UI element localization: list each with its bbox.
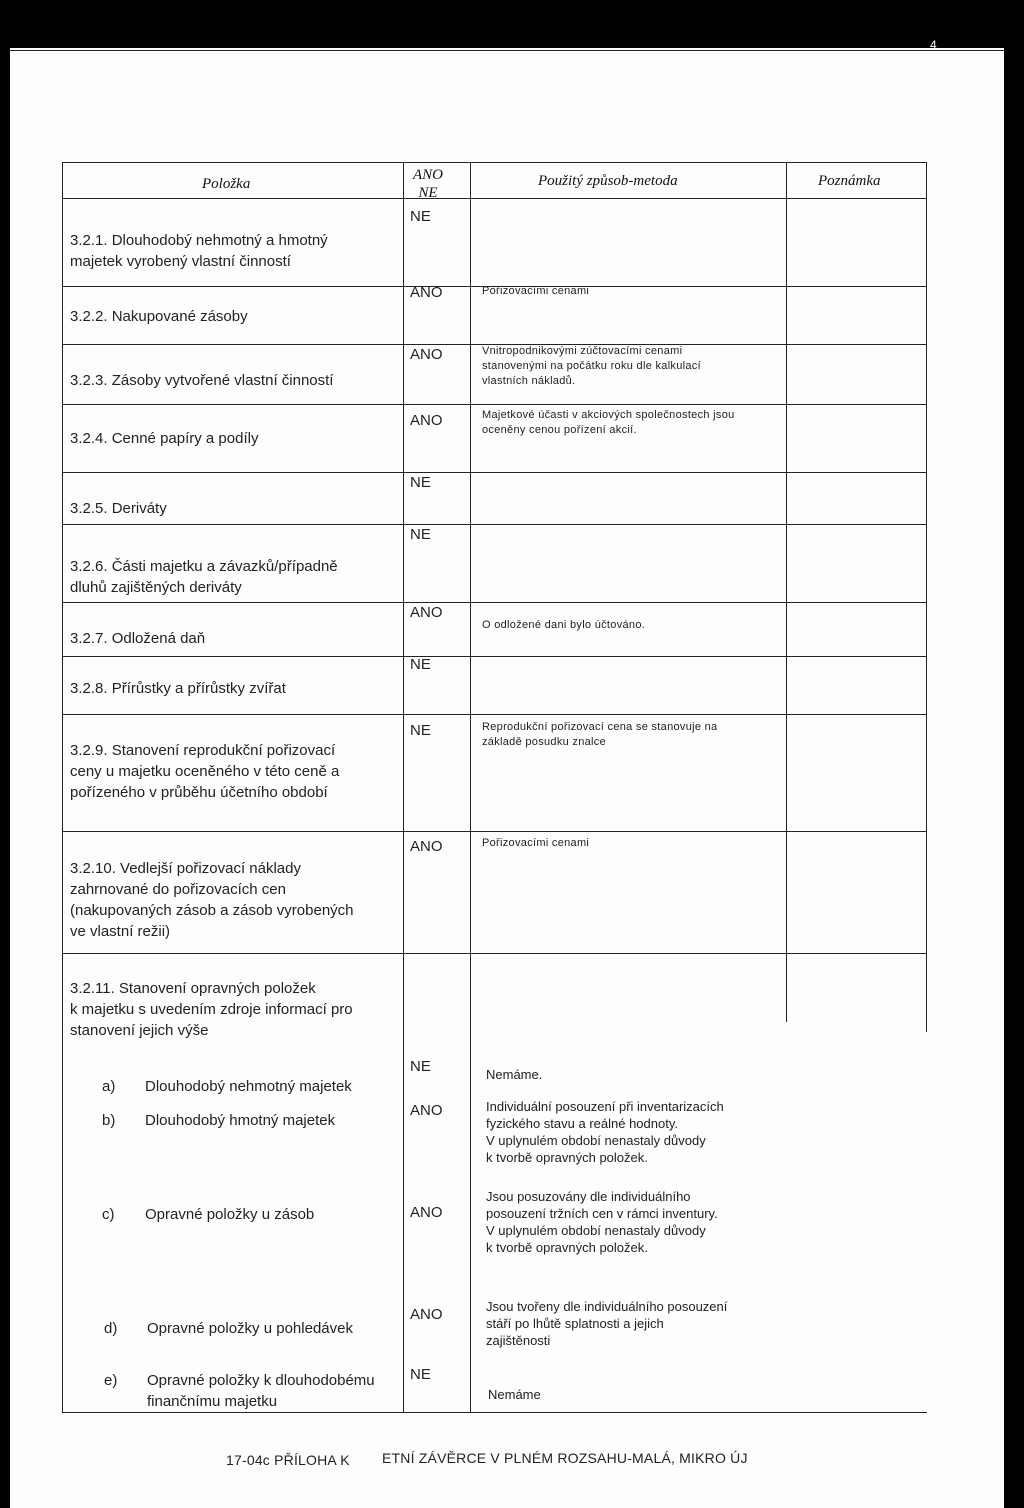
row-answer: ANO (410, 412, 443, 429)
row-method: Pořizovacími cenami (482, 837, 590, 849)
subrow-answer: NE (410, 1366, 431, 1383)
table-left-border (62, 162, 63, 1412)
row-answer: NE (410, 722, 431, 739)
row-label: 3.2.10. Vedlejší pořizovací náklady zahrnované do pořizovacích cen (nakupovaných zásob a zásob vyrobených ve vlastní režii) (70, 860, 354, 940)
table-top-border (62, 162, 927, 163)
header-note: Poznámka (818, 173, 881, 189)
row-label: 3.2.2. Nakupované zásoby (70, 308, 248, 325)
row-answer: NE (410, 656, 431, 673)
row-answer: ANO (410, 604, 443, 621)
row-divider (62, 656, 927, 657)
page-number: 4 (930, 38, 937, 52)
row-answer: ANO (410, 346, 443, 363)
header-yesno: ANO NE (413, 167, 443, 201)
row-label: 3.2.8. Přírůstky a přírůstky zvířat (70, 680, 286, 697)
subrow-label: Opravné položky k dlouhodobému finančnímu majetku (147, 1372, 375, 1410)
subrow-letter: b) (102, 1112, 116, 1129)
subrow-method: Individuální posouzení při inventarizacích fyzického stavu a reálné hodnoty. V uplynulém období nenastaly důvody k tvorbě opravných položek. (486, 1099, 724, 1165)
document-page (10, 38, 1004, 1508)
subrow-letter: a) (102, 1078, 116, 1095)
col-divider-1 (403, 162, 404, 1412)
subrow-letter: c) (102, 1206, 115, 1223)
top-rule (10, 50, 1004, 51)
row-answer: NE (410, 208, 431, 225)
header-method: Použitý způsob-metoda (538, 173, 678, 189)
subrow-label: Opravné položky u pohledávek (147, 1320, 353, 1337)
row-method: Vnitropodnikovými zúčtovacími cenami stanovenými na počátku roku dle kalkulací vlastních nákladů. (482, 345, 701, 387)
subrow-answer: ANO (410, 1204, 443, 1221)
row-label: 3.2.1. Dlouhodobý nehmotný a hmotný majetek vyrobený vlastní činností (70, 232, 328, 270)
row-method: Pořizovacími cenami (482, 285, 590, 297)
subrow-answer: ANO (410, 1306, 443, 1323)
subrow-method: Jsou posuzovány dle individuálního posouzení tržních cen v rámci inventury. V uplynulém období nenastaly důvody k tvorbě opravných položek. (486, 1189, 718, 1255)
row-label: 3.2.6. Části majetku a závazků/případně dluhů zajištěných deriváty (70, 558, 338, 596)
row-label: 3.2.9. Stanovení reprodukční pořizovací ceny u majetku oceněného v této ceně a pořízeného v průběhu účetního období (70, 742, 340, 801)
row-label: 3.2.11. Stanovení opravných položek k majetku s uvedením zdroje informací pro stanovení jejich výše (70, 980, 353, 1039)
row-method: O odložené dani bylo účtováno. (482, 619, 646, 631)
row-label: 3.2.5. Deriváty (70, 500, 167, 517)
subrow-letter: e) (104, 1372, 118, 1389)
row-divider (62, 524, 927, 525)
subrow-letter: d) (104, 1320, 118, 1337)
subrow-method: Nemáme (488, 1387, 541, 1402)
subrow-answer: ANO (410, 1102, 443, 1119)
row-label: 3.2.7. Odložená daň (70, 630, 206, 647)
footer-left-text: 17-04c PŘÍLOHA K (226, 1452, 350, 1468)
col-divider-2 (470, 162, 471, 1412)
row-divider (62, 472, 927, 473)
subrow-method: Jsou tvořeny dle individuálního posouzení stáří po lhůtě splatnosti a jejich zajištěnosti (486, 1299, 728, 1348)
row-answer: ANO (410, 838, 443, 855)
row-label: 3.2.4. Cenné papíry a podíly (70, 430, 259, 447)
subrow-label: Dlouhodobý hmotný majetek (145, 1112, 336, 1129)
table-right-border (926, 162, 927, 1032)
col-divider-3 (786, 162, 787, 1022)
row-method: Majetkové účasti v akciových společnostech jsou oceněny cenou pořízení akcií. (482, 409, 735, 436)
row-answer: ANO (410, 284, 443, 301)
footer-right-text: ETNÍ ZÁVĚRCE V PLNÉM ROZSAHU-MALÁ, MIKRO ÚJ (382, 1450, 748, 1466)
row-divider (62, 404, 927, 405)
table-bottom-border (62, 1412, 927, 1413)
subrow-label: Dlouhodobý nehmotný majetek (145, 1078, 352, 1095)
row-divider (62, 714, 927, 715)
footer-gap (368, 1448, 382, 1470)
header-divider (62, 198, 927, 199)
row-label: 3.2.3. Zásoby vytvořené vlastní činností (70, 372, 334, 389)
row-answer: NE (410, 474, 431, 491)
row-divider (62, 831, 927, 832)
row-method: Reprodukční pořizovací cena se stanovuje na základě posudku znalce (482, 721, 718, 748)
subrow-method: Nemáme. (486, 1067, 543, 1082)
header-item: Položka (202, 176, 251, 192)
row-divider (62, 602, 927, 603)
subrow-answer: NE (410, 1058, 431, 1075)
subrow-label: Opravné položky u zásob (145, 1206, 315, 1223)
row-divider (62, 953, 927, 954)
row-answer: NE (410, 526, 431, 543)
